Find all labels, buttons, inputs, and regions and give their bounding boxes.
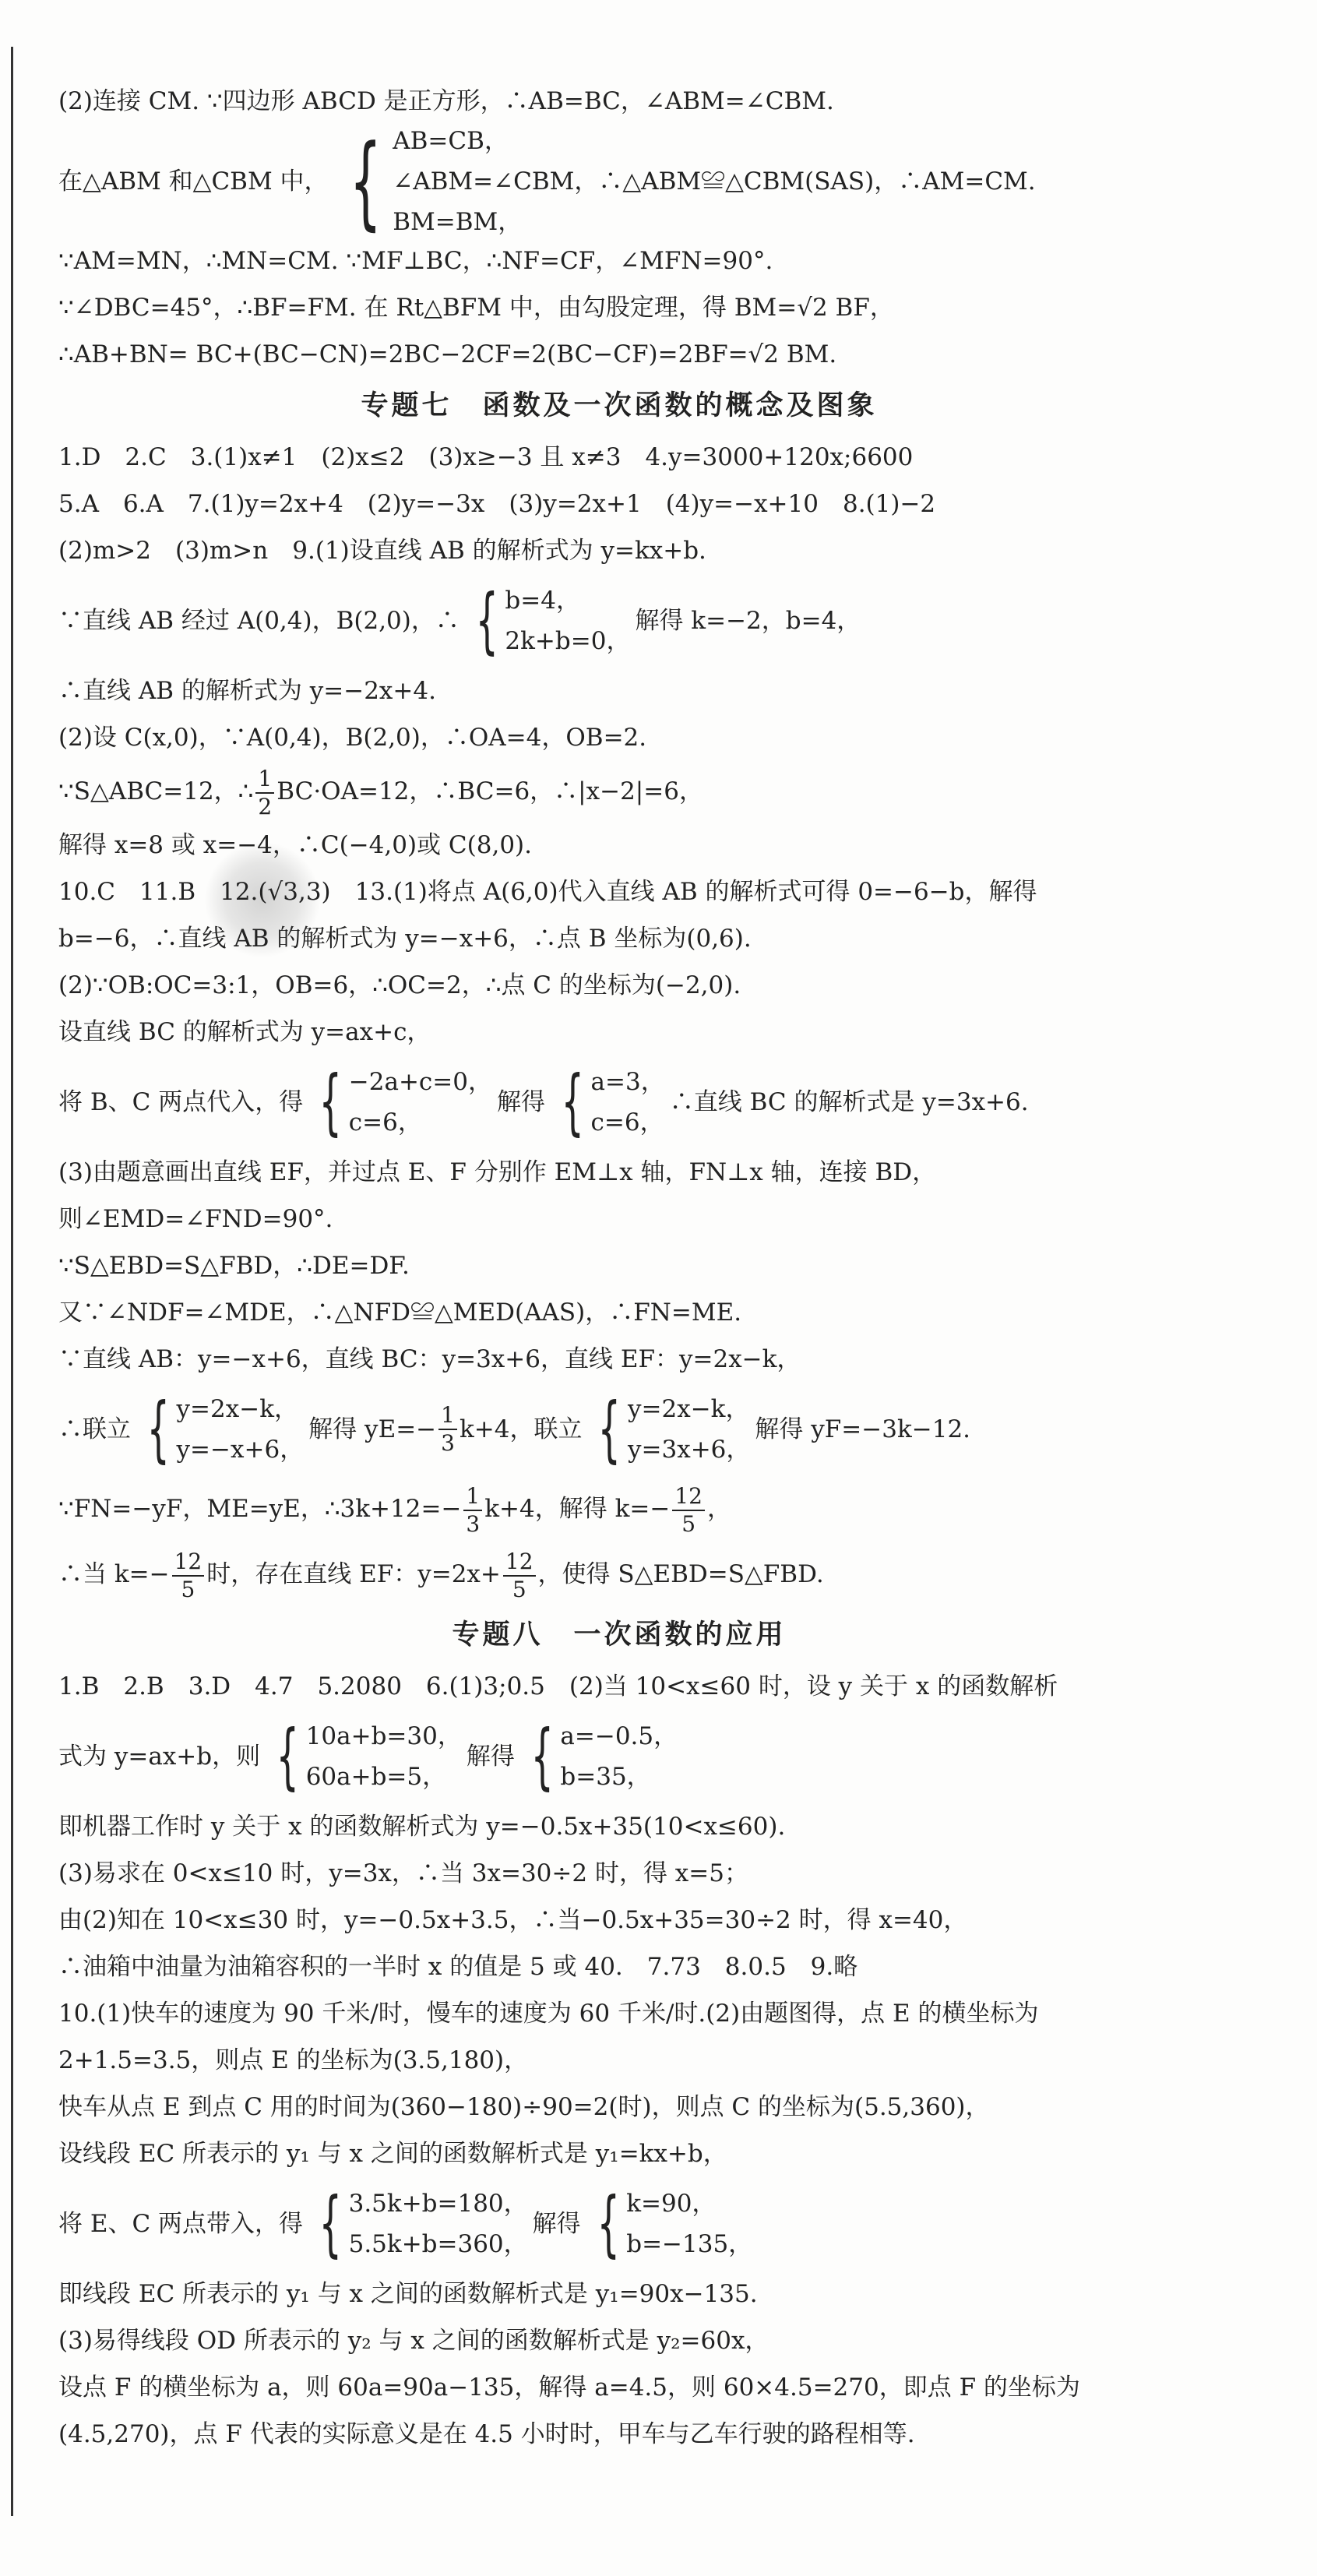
equation-system-line — [58, 1055, 1180, 1149]
brace-glyph: { — [276, 1714, 300, 1798]
answer-content — [58, 78, 1180, 2458]
fraction: $\frac{12}{5}$ — [172, 1549, 205, 1603]
text-segment: BC·OA=12，∴BC=6，∴|x−2|=6， — [276, 777, 703, 805]
equation-system — [586, 1389, 750, 1470]
system-row: ∠ABM=∠CBM，∴△ABM≌△CBM(SAS)，∴AM=CM. — [393, 167, 1036, 196]
system-row: b=4， — [505, 587, 580, 615]
equation-system-line — [58, 122, 1180, 241]
text-line: 快车从点 E 到点 C 用的时间为(360−180)÷90=2(时)，则点 C 的坐标为(5.5,360)， — [58, 2093, 990, 2121]
system-row: a=−0.5， — [560, 1722, 678, 1750]
fraction: $\frac{1}{3}$ — [438, 1402, 457, 1457]
text-segment: ∴直线 BC 的解析式是 y=3x+6. — [669, 1088, 1029, 1116]
text-line: 解得 x=8 或 x=−4，∴C(−4,0)或 C(8,0). — [58, 831, 532, 859]
text-line: 由(2)知在 10<x≤30 时，y=−0.5x+3.5，∴当−0.5x+35=30÷2 时，得 x=40， — [58, 1906, 968, 1934]
brace-glyph: { — [319, 2182, 342, 2265]
brace-glyph: { — [319, 1060, 343, 1144]
system-row: y=−x+6， — [176, 1436, 305, 1464]
fraction: $\frac{12}{5}$ — [672, 1483, 705, 1538]
equation-system — [308, 2183, 528, 2264]
text-segment: ∵直线 AB 经过 A(0,4)，B(2,0)，∴ — [58, 607, 460, 635]
system-row: AB=CB， — [393, 126, 509, 155]
text-line: 10.(1)快车的速度为 90 千米/时，慢车的速度为 60 千米/时.(2)由题图得，点 E 的横坐标为 — [58, 2000, 1039, 2028]
text-segment: 解得 — [496, 1088, 545, 1116]
system-row: −2a+c=0， — [348, 1068, 492, 1096]
brace-glyph: { — [561, 1060, 584, 1144]
equation-system — [550, 1062, 665, 1143]
brace-glyph: { — [349, 122, 382, 241]
text-segment: 将 B、C 两点代入，得 — [58, 1088, 304, 1116]
text-line: ∵∠DBC=45°，∴BF=FM. 在 Rt△BFM 中，由勾股定理，得 BM=√2 BF， — [58, 294, 894, 322]
fraction-line — [58, 1542, 1180, 1607]
section-title: 专题七 函数及一次函数的概念及图象 — [361, 389, 878, 421]
text-segment: k+4，解得 k=− — [484, 1495, 671, 1523]
text-line: 2+1.5=3.5，则点 E 的坐标为(3.5,180)， — [58, 2046, 529, 2074]
equation-system — [265, 1716, 462, 1797]
text-line: ∴直线 AB 的解析式为 y=−2x+4. — [58, 677, 436, 705]
text-segment: 解得 yF=−3k−12. — [755, 1415, 971, 1443]
system-row: k=90， — [626, 2190, 717, 2218]
text-line: b=−6，∴直线 AB 的解析式为 y=−x+6，∴点 B 坐标为(0,6). — [58, 925, 752, 953]
text-line: 设线段 EC 所表示的 y₁ 与 x 之间的函数解析式是 y₁=kx+b， — [58, 2140, 727, 2168]
fraction: $\frac{1}{2}$ — [255, 766, 274, 820]
text-line: ∵S△EBD=S△FBD，∴DE=DF. — [58, 1252, 410, 1280]
system-row: BM=BM， — [393, 207, 523, 236]
text-line: (2)∵OB:OC=3:1，OB=6，∴OC=2，∴点 C 的坐标为(−2,0). — [58, 971, 741, 999]
text-line: (2)设 C(x,0)，∵A(0,4)，B(2,0)，∴OA=4，OB=2. — [58, 724, 647, 752]
equation-system-line — [58, 574, 1180, 668]
equation-system-line — [58, 2177, 1180, 2271]
section-title: 专题八 一次函数的应用 — [452, 1619, 787, 1651]
text-segment: 解得 yE=− — [308, 1415, 437, 1443]
system-row: 10a+b=30， — [305, 1722, 462, 1750]
text-segment: 解得 — [466, 1743, 515, 1771]
system-row: y=2x−k， — [628, 1395, 750, 1423]
system-row: 60a+b=5， — [305, 1763, 447, 1791]
equation-system — [519, 1716, 678, 1797]
text-line: ∴AB+BN= BC+(BC−CN)=2BC−2CF=2(BC−CF)=2BF=√2 BM. — [58, 340, 837, 368]
system-row: b=35， — [560, 1763, 651, 1791]
equation-system — [308, 1062, 492, 1143]
text-segment: k+4，联立 — [459, 1415, 583, 1443]
text-line: ∵直线 AB：y=−x+6，直线 BC：y=3x+6，直线 EF：y=2x−k， — [58, 1345, 801, 1373]
equation-system — [333, 121, 1036, 242]
text-line: (3)由题意画出直线 EF，并过点 E、F 分别作 EM⊥x 轴，FN⊥x 轴，连接 BD， — [58, 1158, 937, 1186]
text-line: 即机器工作时 y 关于 x 的函数解析式为 y=−0.5x+35(10<x≤60). — [58, 1813, 786, 1841]
text-segment: 将 E、C 两点带入，得 — [58, 2210, 304, 2238]
equation-system — [464, 580, 631, 661]
fraction-line — [58, 1476, 1180, 1542]
brace-glyph: { — [598, 1387, 622, 1471]
text-segment: ∵S△ABC=12，∴ — [58, 777, 254, 805]
text-line: (3)易得线段 OD 所表示的 y₂ 与 x 之间的函数解析式是 y₂=60x， — [58, 2327, 769, 2355]
text-segment: ∴联立 — [58, 1415, 131, 1443]
text-line: 则∠EMD=∠FND=90°. — [58, 1205, 333, 1233]
system-row: b=−135， — [626, 2230, 753, 2258]
text-line: 5.A 6.A 7.(1)y=2x+4 (2)y=−3x (3)y=2x+1 (4)y=−x+10 8.(1)−2 — [58, 490, 936, 518]
text-line: 10.C 11.B 12.(√3,3) 13.(1)将点 A(6,0)代入直线 AB 的解析式可得 0=−6−b，解得 — [58, 878, 1037, 906]
text-line: (2)连接 CM. ∵四边形 ABCD 是正方形，∴AB=BC，∠ABM=∠CBM. — [58, 87, 834, 115]
text-line: ∵AM=MN，∴MN=CM. ∵MF⊥BC，∴NF=CF，∠MFN=90°. — [58, 247, 773, 275]
fraction: $\frac{1}{3}$ — [463, 1483, 482, 1538]
equation-system — [586, 2183, 753, 2264]
system-row: y=2x−k， — [176, 1395, 298, 1423]
brace-glyph: { — [530, 1714, 554, 1798]
system-row: c=6， — [348, 1108, 422, 1136]
text-line: ∴油箱中油量为油箱容积的一半时 x 的值是 5 或 40. 7.73 8.0.5 9.略 — [58, 1953, 858, 1981]
text-segment: 式为 y=ax+b，则 — [58, 1743, 261, 1771]
system-row: y=3x+6， — [628, 1436, 751, 1464]
text-segment: 在△ABM 和△CBM 中， — [58, 167, 329, 196]
text-line: 设直线 BC 的解析式为 y=ax+c， — [58, 1018, 431, 1046]
system-row: a=3， — [590, 1068, 665, 1096]
fraction-line — [58, 761, 1180, 822]
text-segment: 解得 — [532, 2210, 581, 2238]
text-segment: ， — [706, 1495, 731, 1523]
text-line: 又∵∠NDF=∠MDE，∴△NFD≌△MED(AAS)，∴FN=ME. — [58, 1299, 742, 1327]
text-segment: ∵FN=−yF，ME=yE，∴3k+12=− — [58, 1495, 462, 1523]
brace-glyph: { — [597, 2182, 620, 2265]
system-row: 3.5k+b=180， — [348, 2190, 528, 2218]
text-segment: 时，存在直线 EF：y=2x+ — [206, 1560, 501, 1588]
text-line: 设点 F 的横坐标为 a，则 60a=90a−135，解得 a=4.5，则 60×4.5=270，即点 F 的坐标为 — [58, 2373, 1080, 2402]
system-row: 2k+b=0， — [505, 627, 631, 655]
margin-rule — [11, 47, 13, 2516]
text-line: (2)m>2 (3)m>n 9.(1)设直线 AB 的解析式为 y=kx+b. — [58, 537, 706, 565]
equation-system-line — [58, 1710, 1180, 1803]
fraction: $\frac{12}{5}$ — [503, 1549, 536, 1603]
text-segment: ，使得 S△EBD=S△FBD. — [537, 1560, 824, 1588]
text-line: 1.D 2.C 3.(1)x≠1 (2)x≤2 (3)x≥−3 且 x≠3 4.y=3000+120x;6600 — [58, 443, 914, 471]
brace-glyph: { — [475, 579, 498, 662]
system-row: c=6， — [590, 1108, 664, 1136]
text-line: (4.5,270)，点 F 代表的实际意义是在 4.5 小时时，甲车与乙车行驶的路程相等. — [58, 2420, 915, 2448]
text-line: 即线段 EC 所表示的 y₁ 与 x 之间的函数解析式是 y₁=90x−135. — [58, 2280, 758, 2308]
text-segment: 解得 k=−2，b=4， — [635, 607, 861, 635]
text-segment: ∴当 k=− — [58, 1560, 170, 1588]
equation-system — [136, 1389, 304, 1470]
system-row: 5.5k+b=360， — [348, 2230, 528, 2258]
brace-glyph: { — [146, 1387, 170, 1471]
text-line: (3)易求在 0<x≤10 时，y=3x，∴当 3x=30÷2 时，得 x=5； — [58, 1859, 748, 1887]
equation-system-line — [58, 1383, 1180, 1476]
text-line: 1.B 2.B 3.D 4.7 5.2080 6.(1)3;0.5 (2)当 10<x≤60 时，设 y 关于 x 的函数解析 — [58, 1672, 1058, 1700]
